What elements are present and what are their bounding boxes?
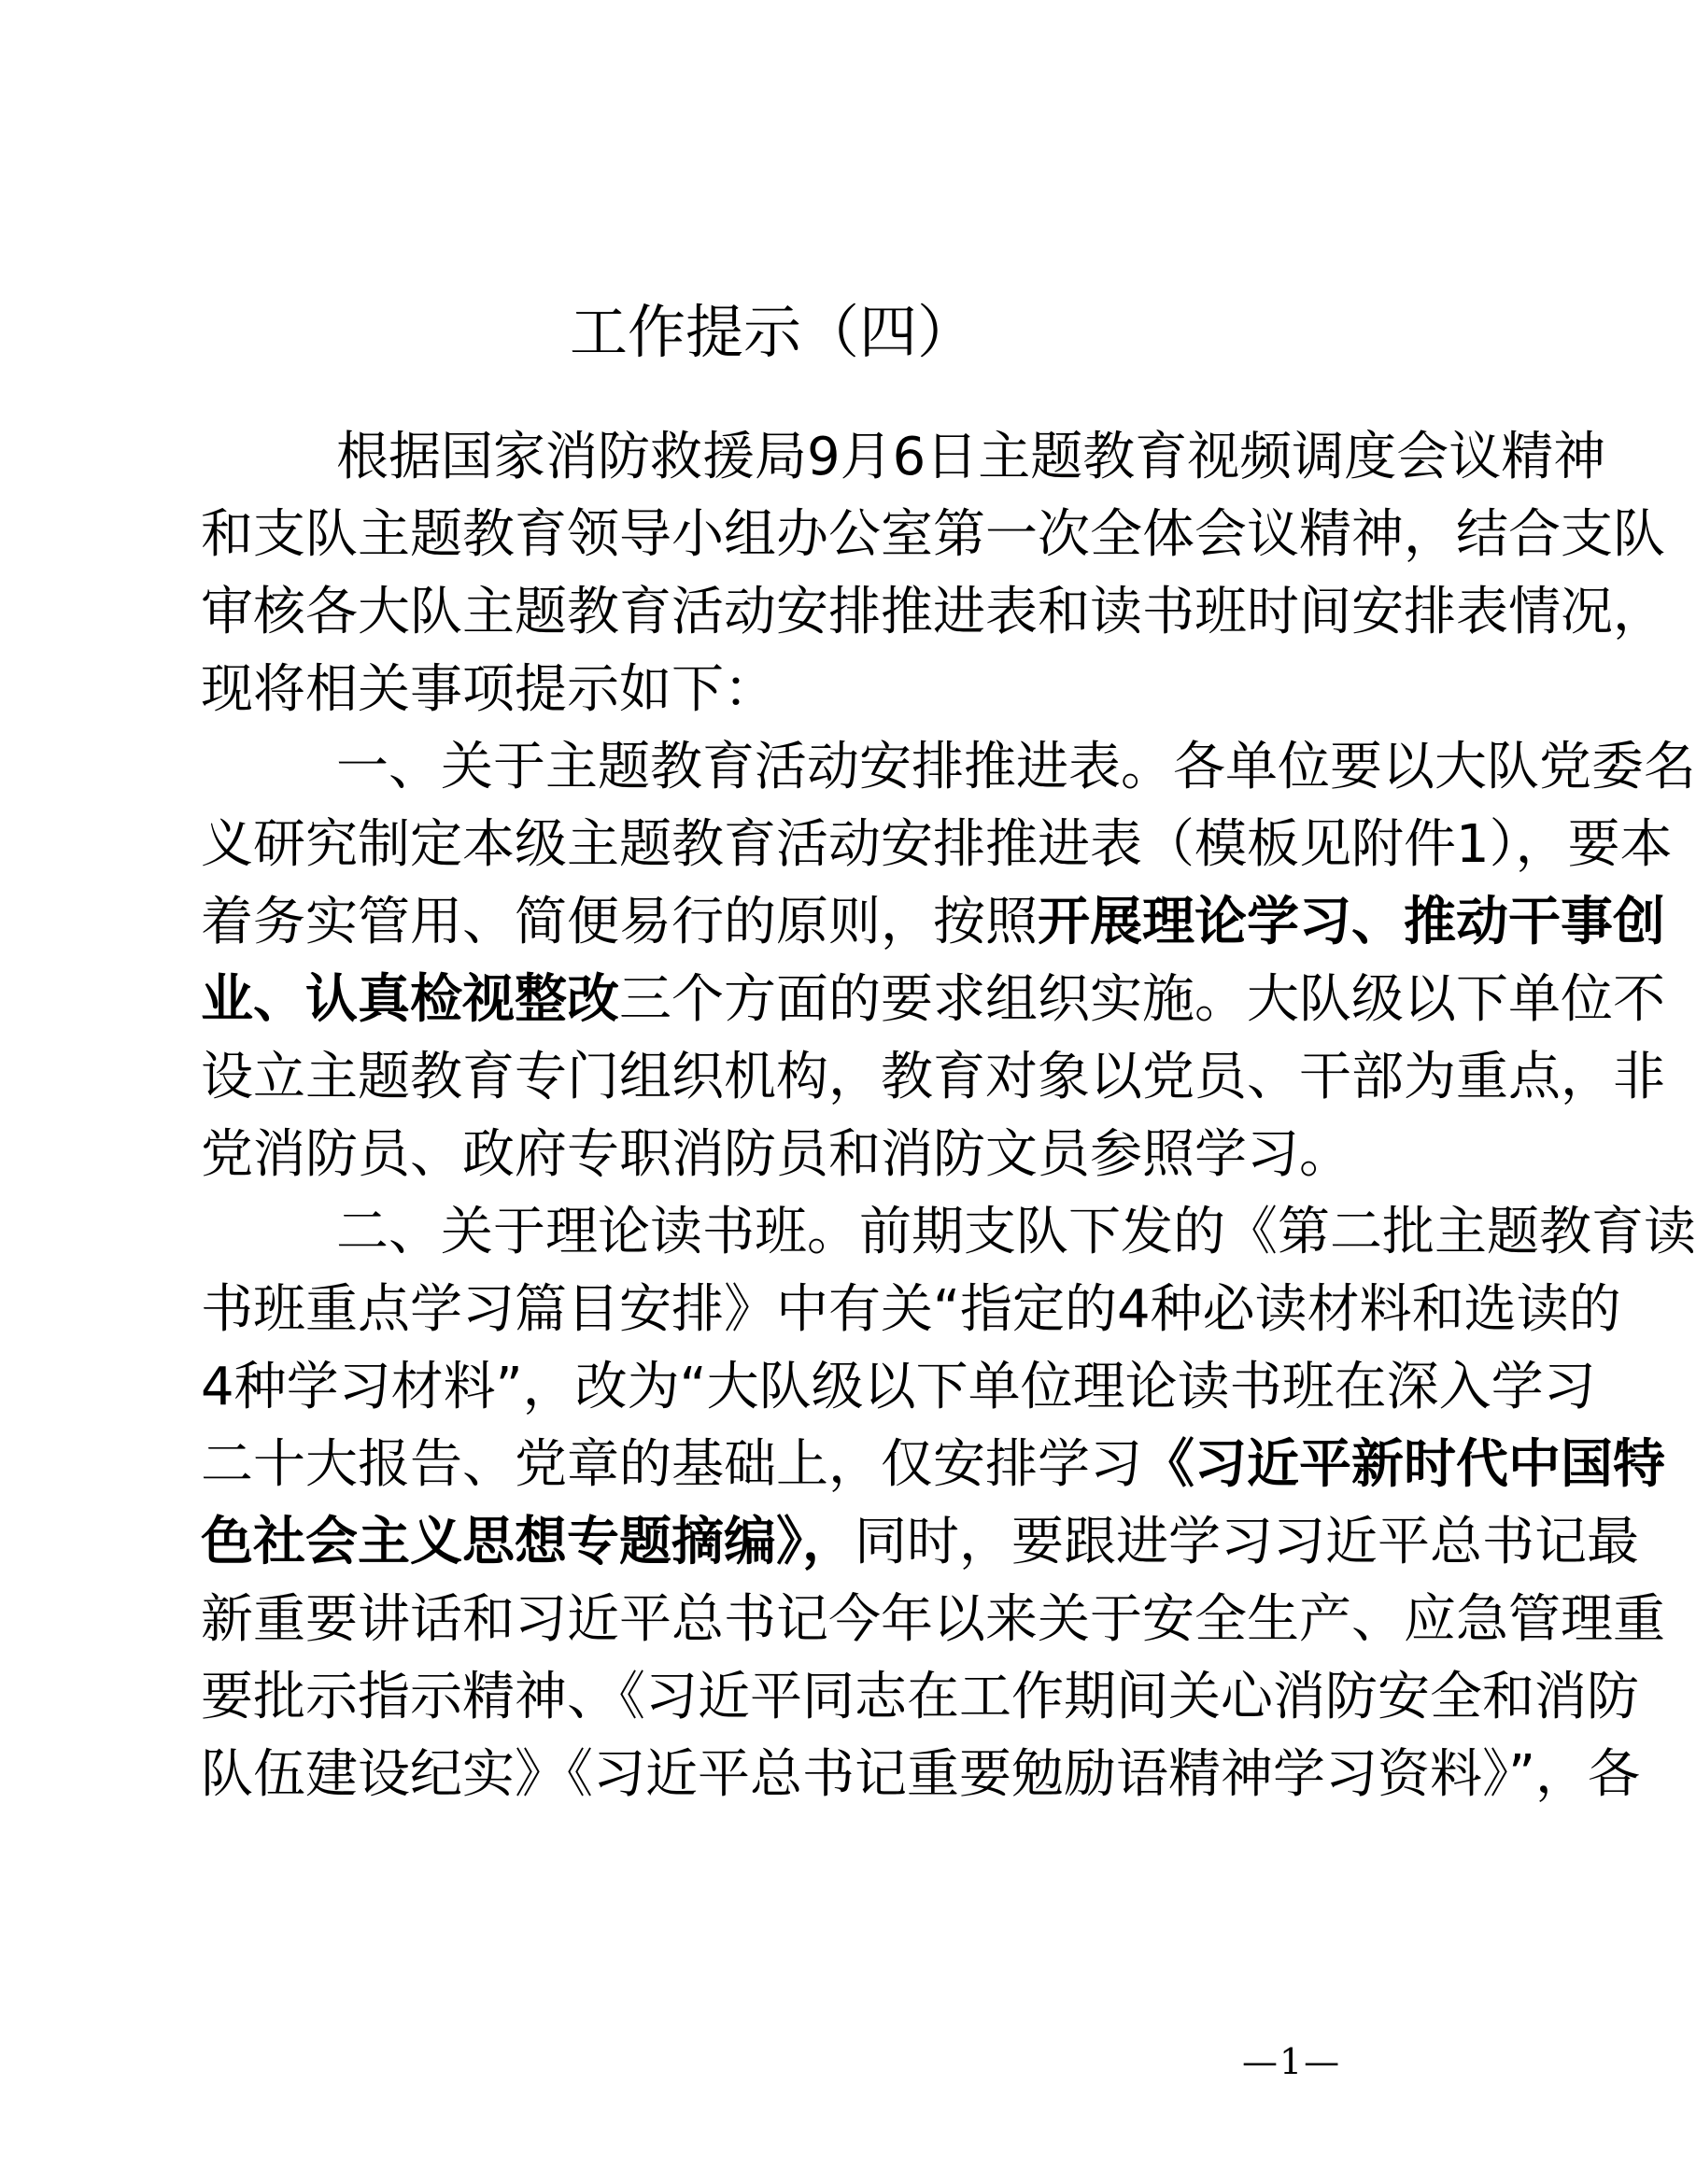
paragraph [201, 728, 1696, 1193]
text-line [201, 651, 1352, 728]
text-segment: 党消防员、政府专职消防员和消防文员参照学习。 [201, 1124, 1351, 1185]
text-line [201, 1116, 1352, 1193]
text-line [201, 418, 1606, 496]
text-segment: 二、关于理论读书班。前期支队下发的《第二批主题教育读 [336, 1202, 1696, 1262]
text-line [201, 1736, 1641, 1813]
bold-text: 业、认真检视整改 [201, 969, 619, 1030]
text-line [201, 1271, 1621, 1348]
text-segment: 着务实管用、简便易行的原则，按照 [201, 892, 1038, 952]
text-segment: 新重要讲话和习近平总书记今年以来关于安全生产、应急管理重 [201, 1589, 1665, 1650]
text-segment: 队伍建设纪实》《习近平总书记重要勉励语精神学习资料》”，各 [201, 1744, 1641, 1805]
text-line [201, 1503, 1639, 1581]
text-line [201, 1348, 1596, 1426]
page-number: —1— [1242, 2041, 1342, 2082]
text-segment: 设立主题教育专门组织机构，教育对象以党员、干部为重点，非 [201, 1047, 1665, 1107]
bold-text: 色社会主义思想专题摘编》， [201, 1512, 855, 1572]
text-segment: 一、关于主题教育活动安排推进表。各单位要以大队党委名 [336, 737, 1696, 797]
text-line [201, 496, 1665, 573]
bold-text: 开展理论学习、推动干事创 [1038, 892, 1665, 952]
text-line [201, 1193, 1696, 1271]
text-segment: 三个方面的要求组织实施。大队级以下单位不 [619, 969, 1665, 1030]
text-segment: 义研究制定本级主题教育活动安排推进表（模板见附件1），要本 [201, 814, 1673, 875]
text-line [201, 573, 1665, 651]
paragraph [201, 1193, 1696, 1813]
text-line [201, 806, 1673, 883]
document-title: 工作提示（四） [569, 298, 975, 366]
bold-text: 《习近平新时代中国特 [1142, 1434, 1665, 1495]
text-segment: 同时，要跟进学习习近平总书记最 [855, 1512, 1639, 1572]
text-line [201, 1658, 1639, 1736]
text-line [201, 1038, 1665, 1116]
text-segment: 4种学习材料”，改为“大队级以下单位理论读书班在深入学习 [201, 1357, 1596, 1417]
text-line [201, 1426, 1665, 1503]
document-body [201, 418, 1696, 1813]
text-segment: 书班重点学习篇目安排》中有关“指定的4种必读材料和选读的 [201, 1279, 1621, 1340]
text-line [201, 883, 1665, 961]
text-segment: 要批示指示精神、《习近平同志在工作期间关心消防安全和消防 [201, 1667, 1639, 1727]
text-line [201, 728, 1696, 806]
text-segment: 现将相关事项提示如下： [201, 659, 776, 720]
text-segment: 审核各大队主题教育活动安排推进表和读书班时间安排表情况， [201, 582, 1665, 642]
paragraph [201, 418, 1665, 728]
text-segment: 二十大报告、党章的基础上，仅安排学习 [201, 1434, 1142, 1495]
text-segment: 根据国家消防救援局9月6日主题教育视频调度会议精神 [336, 427, 1606, 487]
text-segment: 和支队主题教育领导小组办公室第一次全体会议精神，结合支队 [201, 504, 1665, 565]
text-line [201, 961, 1665, 1038]
text-line [201, 1581, 1665, 1658]
